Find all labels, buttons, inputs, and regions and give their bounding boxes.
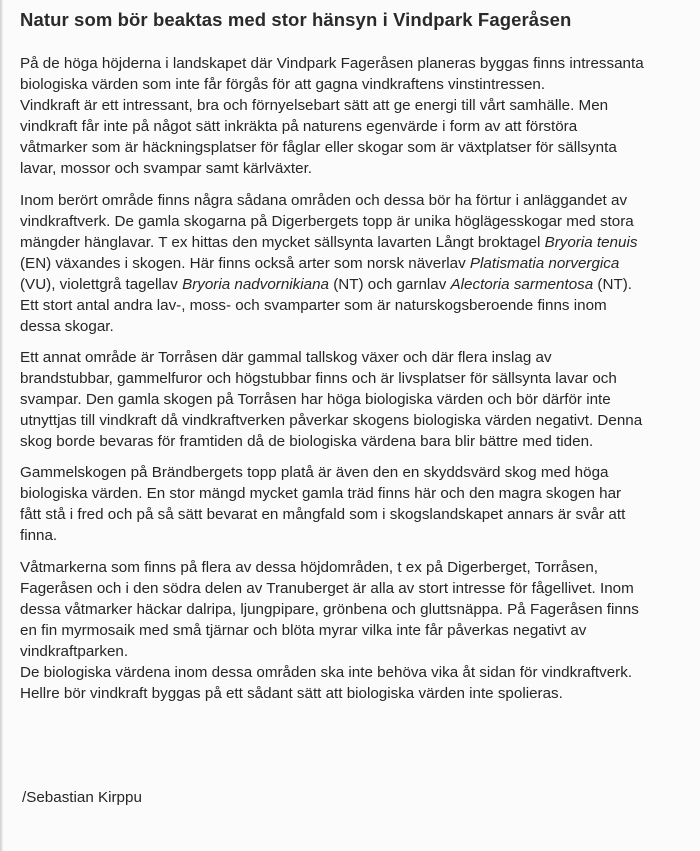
text-run: fått stå i fred och på så sätt bevarat en mångfald som i skogslandskapet annars är svår att — [20, 506, 626, 523]
species-name: Bryoria tenuis — [544, 234, 638, 251]
text-run: vindkraftverk. De gamla skogarna på Digerbergets topp är unika höglägesskogar med stora — [20, 213, 634, 230]
text-line — [20, 53, 690, 74]
text-run: biologiska värden. En stor mängd mycket gamla träd finns här och den magra skogen har — [20, 485, 622, 502]
text-line — [20, 578, 690, 599]
text-run: vindkraftparken. — [20, 643, 129, 660]
text-line — [20, 116, 690, 137]
text-run: Ett annat område är Torråsen där gammal tallskog växer och där flera inslag av — [20, 349, 552, 366]
text-run: dessa våtmarker häckar dalripa, ljungpipare, grönbena och gluttsnäppa. På Fageråsen finns — [20, 601, 639, 618]
text-run: Våtmarkerna som finns på flera av dessa höjdområden, t ex på Digerberget, Torråsen, — [20, 559, 598, 576]
text-run: Inom berört område finns några sådana områden och dessa bör ha förtur i anläggandet av — [20, 192, 628, 209]
text-run: skog borde bevaras för framtiden då de biologiska värdena bara blir bättre med tiden. — [20, 433, 594, 450]
text-line — [20, 431, 690, 452]
scan-edge-shadow — [0, 0, 3, 851]
paragraph-vatmarker — [20, 557, 690, 704]
species-name: Platismatia norvergica — [469, 255, 620, 272]
text-line — [20, 599, 690, 620]
text-run: Vindkraft är ett intressant, bra och förnyelsebart sätt att ge energi till vårt samhälle. Men — [20, 97, 609, 114]
text-line — [20, 190, 690, 211]
text-line — [20, 525, 690, 546]
paragraph-digerberget — [20, 190, 690, 337]
text-run: På de höga höjderna i landskapet där Vindpark Fageråsen planeras byggas finns intressanta — [20, 55, 644, 72]
text-run: (NT). — [593, 276, 633, 293]
text-line — [20, 274, 690, 295]
text-line — [20, 662, 690, 683]
text-line — [20, 368, 690, 389]
paragraph-torrasen — [20, 347, 690, 452]
text-line — [20, 211, 690, 232]
text-run: (EN) växandes i skogen. Här finns också arter som norsk näverlav — [20, 255, 470, 272]
text-line — [20, 462, 690, 483]
text-run: lavar, mossor och svampar samt kärlväxter. — [20, 160, 313, 177]
document-title: Natur som bör beaktas med stor hänsyn i Vindpark Fageråsen — [20, 9, 572, 30]
species-name: Bryoria nadvornikiana — [182, 276, 329, 293]
text-line — [20, 557, 690, 578]
text-line — [20, 641, 690, 662]
text-run: våtmarker som är häckningsplatser för fåglar eller skogar som är växtplatser för sällsynta — [20, 139, 617, 156]
text-line — [20, 137, 690, 158]
text-run: dessa skogar. — [20, 318, 114, 335]
text-line — [20, 316, 690, 337]
signature: /Sebastian Kirppu — [22, 789, 142, 806]
text-run: brandstubbar, gammelfuror och högstubbar finns och är livsplatser för sällsynta lavar och — [20, 370, 617, 387]
paragraph-brandberget — [20, 462, 690, 546]
text-line — [20, 253, 690, 274]
text-line — [20, 620, 690, 641]
text-run: Hellre bör vindkraft byggas på ett sådant sätt att biologiska värden inte spolieras. — [20, 685, 563, 702]
text-run: Fageråsen och i den södra delen av Tranuberget är alla av stort intresse för fågellivet. Inom — [20, 580, 634, 597]
text-run: en fin myrmosaik med små tjärnar och blöta myrar vilka inte får påverkas negativt av — [20, 622, 587, 639]
text-run: biologiska värden som inte får förgås för att gagna vindkraftens vinstintressen. — [20, 76, 546, 93]
text-line — [20, 95, 690, 116]
text-line — [20, 74, 690, 95]
text-run: (NT) och garnlav — [328, 276, 451, 293]
text-run: Ett stort antal andra lav-, moss- och svamparter som är naturskogsberoende finns inom — [20, 297, 607, 314]
species-name: Alectoria sarmentosa — [450, 276, 594, 293]
text-run: svampar. Den gamla skogen på Torråsen har höga biologiska värden och bör därför inte — [20, 391, 611, 408]
text-run: vindkraft får inte på något sätt inkräkta på naturens egenvärde i form av att förstöra — [20, 118, 578, 135]
text-run: utnyttjas till vindkraft då vindkraftverken påverkar skogens biologiska värden negativt. Denna — [20, 412, 643, 429]
text-line — [20, 483, 690, 504]
text-line — [20, 683, 690, 704]
text-run: (VU), violettgrå tagellav — [20, 276, 183, 293]
text-line — [20, 410, 690, 431]
text-line — [20, 504, 690, 525]
paragraph-intro — [20, 53, 690, 179]
text-run: finna. — [20, 527, 58, 544]
text-run: De biologiska värdena inom dessa områden ska inte behöva vika åt sidan för vindkraftverk. — [20, 664, 633, 681]
text-run: Gammelskogen på Brändbergets topp platå är även den en skyddsvärd skog med höga — [20, 464, 609, 481]
text-line — [20, 347, 690, 368]
text-line — [20, 295, 690, 316]
text-run: mängder hänglavar. T ex hittas den mycket sällsynta lavarten Långt broktagel — [20, 234, 545, 251]
text-line — [20, 389, 690, 410]
text-line — [20, 158, 690, 179]
text-line — [20, 232, 690, 253]
